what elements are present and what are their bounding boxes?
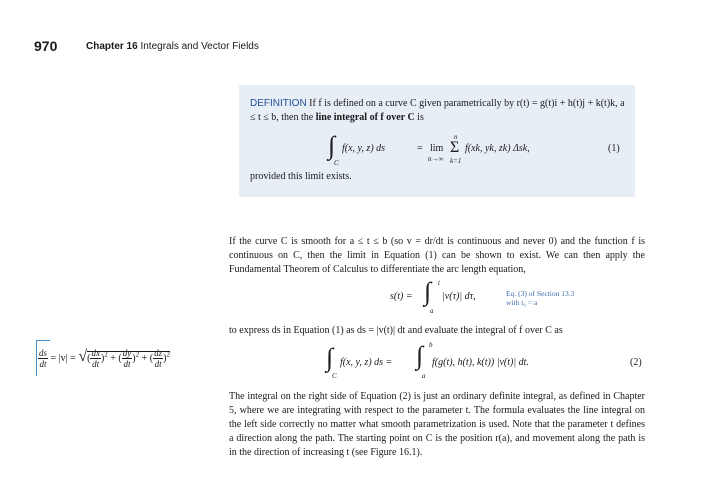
arc-lower: a bbox=[430, 307, 434, 315]
chapter-heading bbox=[86, 41, 259, 52]
paragraph-3: The integral on the right side of Equation (2) is just an ordinary definite integral, as defined in Chapter 5, where we are integrating with respect to the parameter t. The formula evaluates the line integral on the left side correctly no matter what smooth parametrization is used. Note that the parameter t defines a direction along the path. The starting point on C is the position r(a), and movement along the path is in the direction of increasing t (see Figure 16.1). bbox=[229, 391, 645, 458]
paragraph-1: If the curve C is smooth for a ≤ t ≤ b (so v = dr/dt is continuous and never 0) and the function f is continuous on C, then the limit in Equation (1) can be shown to exist. We can then apply the Fundamental Theorem of Calculus to differentiate the arc length equation, bbox=[229, 236, 645, 275]
eq1-lim: lim bbox=[430, 143, 444, 154]
arc-length-equation bbox=[390, 277, 610, 319]
chapter-title: Integrals and Vector Fields bbox=[140, 41, 259, 52]
definition-bold-phrase: line integral of f over C bbox=[315, 112, 415, 123]
definition-closing: provided this limit exists. bbox=[250, 171, 352, 182]
eq1-summand: f(xk, yk, zk) Δsk, bbox=[465, 143, 530, 154]
eq2-lhs: f(x, y, z) ds = bbox=[340, 357, 393, 368]
integral-sign: ∫ bbox=[328, 131, 336, 160]
eq1-number: (1) bbox=[608, 143, 620, 154]
margin-bracket bbox=[36, 340, 37, 376]
eq2-lower: a bbox=[422, 372, 426, 380]
ds-dt-fraction: $\frac{ds}{dt}$ bbox=[39, 348, 48, 370]
eq1-sum-bottom: k=1 bbox=[450, 157, 462, 165]
eq1-lhs: f(x, y, z) ds bbox=[342, 143, 386, 154]
arc-integrand: |v(τ)| dτ, bbox=[442, 291, 476, 302]
arc-lhs: s(t) = bbox=[390, 291, 413, 302]
eq1-lower-limit: C bbox=[334, 159, 339, 167]
arc-note-line-2: with t₀ = a bbox=[506, 298, 538, 307]
sqrt-icon: √ bbox=[78, 348, 88, 365]
speed-equals: = |v| = bbox=[50, 353, 76, 364]
radicand: ( $\frac{dx}{dt}$ )$^2$ + ( $\frac{dy}{dt}$ )$^2$ + ( $\frac{dz}{dt}$ )$^2$ bbox=[87, 348, 170, 370]
arc-note-line-1: Eq. (3) of Section 13.3 bbox=[506, 289, 575, 298]
eq2-lower-c: C bbox=[332, 372, 337, 380]
definition-label: DEFINITION bbox=[250, 98, 307, 109]
integral-sign: ∫ bbox=[416, 341, 424, 370]
eq1-sum-top: n bbox=[454, 133, 458, 141]
margin-speed-equation bbox=[38, 348, 170, 369]
eq1-lim-sub: n→∞ bbox=[428, 155, 444, 163]
arc-upper: t bbox=[438, 279, 440, 287]
integral-sign: ∫ bbox=[326, 343, 334, 372]
definition-text-b: is bbox=[417, 112, 424, 123]
arc-margin-note bbox=[506, 289, 574, 307]
paragraph-2: to express ds in Equation (1) as ds = |v(t)| dt and evaluate the integral of f over C as bbox=[229, 325, 563, 336]
margin-bracket-top bbox=[36, 340, 50, 341]
eq2-upper: b bbox=[429, 341, 433, 349]
definition-text-a: If f is defined on a curve C given parametrically by r(t) = g(t)i + h(t)j + k(t)k, a ≤ t ≤ b, then the bbox=[250, 98, 625, 123]
definition-text bbox=[250, 97, 630, 125]
chapter-label: Chapter 16 bbox=[86, 41, 138, 52]
page-number: 970 bbox=[34, 38, 58, 54]
eq2-rhs: f(g(t), h(t), k(t)) |v(t)| dt. bbox=[432, 357, 529, 368]
eq1-equals: = bbox=[417, 143, 423, 154]
eq2-number: (2) bbox=[630, 357, 642, 368]
sigma-icon: Σ bbox=[450, 139, 460, 156]
equation-1 bbox=[328, 133, 628, 169]
equation-2 bbox=[326, 341, 646, 385]
integral-sign: ∫ bbox=[424, 277, 432, 306]
